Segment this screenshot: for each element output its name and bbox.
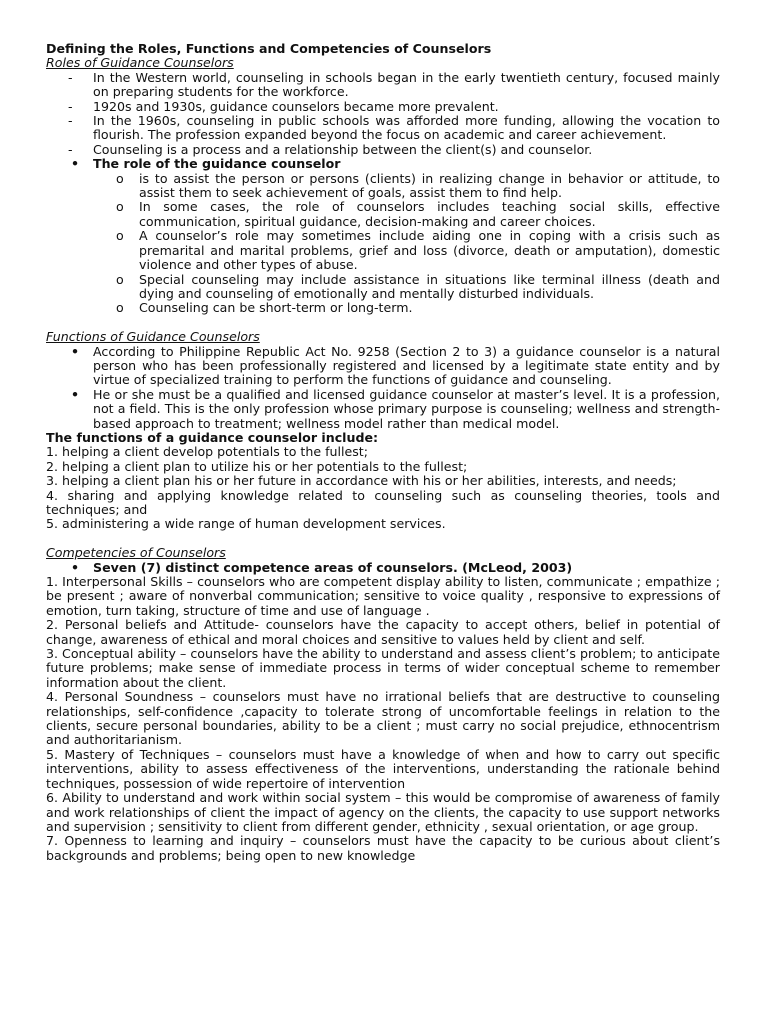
- spacer: [46, 532, 720, 546]
- bullet-icon: •: [71, 559, 80, 575]
- functions-bullet-item: [46, 388, 720, 431]
- roles-dash-text: In the Western world, counseling in schools began in the early twentieth century, focused mainly on preparing students for the workforce.: [93, 69, 720, 100]
- competency-item: 4. Personal Soundness – counselors must have no irrational beliefs that are destructive to counseling relationships, self-confidence ,capacity to tolerate strong of uncomfortable feelings in relation to the clients, secure personal boundaries, ability to be a client ; must carry no social prejudice, ethnocentrism and authoritarianism.: [46, 689, 720, 748]
- competency-item: 5. Mastery of Techniques – counselors must have a knowledge of when and how to carry out specific interventions, ability to assess effectiveness of the interventions, understanding the rationale behind techniques, possession of wide repertoire of intervention: [46, 746, 720, 791]
- competencies-bullet-item: [46, 561, 720, 575]
- role-subitem-text: is to assist the person or persons (clients) in realizing change in behavior or attitude, to assist them to seek achievement of goals, assist them to find help.: [139, 170, 720, 201]
- role-subitem: [46, 200, 720, 229]
- role-subitem: [46, 273, 720, 302]
- competencies-heading: Competencies of Counselors: [46, 545, 226, 561]
- functions-bullet-text: According to Philippine Republic Act No. 9258 (Section 2 to 3) a guidance counselor is a natural person who has been professionally registered and licensed by a legitimate state entity and by virtue of specialized training to perform the functions of guidance and counseling.: [93, 343, 720, 388]
- role-bullet-item: [46, 157, 720, 171]
- competency-item: 3. Conceptual ability – counselors have the ability to understand and assess client’s problem; to anticipate future problems; make sense of immediate process in terms of wider conceptual scheme to remember information about the client.: [46, 646, 720, 690]
- functions-bullet-item: [46, 345, 720, 388]
- roles-dash-item: [46, 100, 720, 114]
- circle-bullet-icon: o: [116, 271, 124, 287]
- functions-bullet-text: He or she must be a qualified and licensed guidance counselor at master’s level. It is a profession, not a field. This is the only profession whose primary purpose is counseling; wellness and strength-based approach to treatment; wellness model rather than medical model.: [93, 386, 720, 431]
- competency-item: 2. Personal beliefs and Attitude- counselors have the capacity to accept others, belief in potential of change, awareness of ethical and moral choices and sensitive to values held by client and self.: [46, 617, 720, 647]
- roles-dash-text: 1920s and 1930s, guidance counselors became more prevalent.: [93, 98, 499, 114]
- role-subitem-text: In some cases, the role of counselors includes teaching social skills, effective communication, spiritual guidance, decision-making and career choices.: [139, 199, 720, 229]
- functions-list-item: 1. helping a client develop potentials to the fullest;: [46, 444, 368, 460]
- competencies-bullet-text: Seven (7) distinct competence areas of counselors. (McLeod, 2003): [93, 559, 573, 575]
- functions-list-item: 3. helping a client plan his or her future in accordance with his or her abilities, interests, and needs;: [46, 473, 677, 489]
- dash-marker: -: [68, 141, 73, 157]
- circle-bullet-icon: o: [116, 199, 124, 215]
- bullet-icon: •: [71, 343, 80, 359]
- role-subitem: [46, 301, 720, 315]
- role-subitem-text: Special counseling may include assistance in situations like terminal illness (death and dying and counseling of emotionally and mentally disturbed individuals.: [139, 271, 720, 301]
- role-bullet-text: The role of the guidance counselor: [93, 156, 341, 172]
- circle-bullet-icon: o: [116, 170, 124, 186]
- document-title: Defining the Roles, Functions and Competencies of Counselors: [46, 41, 492, 56]
- functions-list-item: 4. sharing and applying knowledge related to counseling such as counseling theories, tools and techniques; and: [46, 487, 720, 517]
- roles-dash-item: [46, 143, 720, 157]
- functions-list-item: 2. helping a client plan to utilize his or her potentials to the fullest;: [46, 458, 468, 474]
- dash-marker: -: [68, 113, 73, 129]
- roles-dash-text: In the 1960s, counseling in public schools was afforded more funding, allowing the vocation to flourish. The profession expanded beyond the focus on academic and career achievement.: [93, 113, 720, 143]
- document-body: [46, 42, 720, 863]
- competency-item: 7. Openness to learning and inquiry – counselors must have the capacity to be curious about client’s backgrounds and problems; being open to new knowledge: [46, 833, 720, 863]
- bullet-icon: •: [71, 156, 80, 172]
- bullet-icon: •: [71, 386, 80, 402]
- dash-marker: -: [68, 98, 73, 114]
- roles-dash-item: [46, 114, 720, 143]
- role-subitem: [46, 172, 720, 201]
- circle-bullet-icon: o: [116, 300, 124, 316]
- dash-marker: -: [68, 69, 73, 85]
- circle-bullet-icon: o: [116, 228, 124, 244]
- roles-dash-text: Counseling is a process and a relationship between the client(s) and counselor.: [93, 141, 593, 157]
- spacer: [46, 316, 720, 330]
- role-subitem-text: Counseling can be short-term or long-term.: [139, 300, 413, 316]
- roles-dash-item: [46, 71, 720, 100]
- functions-heading: Functions of Guidance Counselors: [46, 329, 260, 345]
- role-subitem: [46, 229, 720, 272]
- functions-list-heading: The functions of a guidance counselor include:: [46, 429, 379, 445]
- roles-heading: Roles of Guidance Counselors: [46, 55, 234, 71]
- functions-list-item: 5. administering a wide range of human development services.: [46, 516, 446, 532]
- competency-item: 6. Ability to understand and work within social system – this would be compromise of awareness of family and work relationships of client the impact of agency on the clients, the capacity to use support networks and supervision ; sensitivity to client from different gender, ethnicity , sexual orientation, or age group.: [46, 790, 720, 834]
- role-subitem-text: A counselor’s role may sometimes include aiding one in coping with a crisis such as premarital and marital problems, grief and loss (divorce, death or amputation), domestic violence and other types of abuse.: [139, 228, 720, 273]
- competency-item: 1. Interpersonal Skills – counselors who are competent display ability to listen, communicate ; empathize ; be present ; aware of nonverbal communication; sensitive to voice quality , responsive to expressions of emotion, turn taking, structure of time and use of language .: [46, 574, 720, 618]
